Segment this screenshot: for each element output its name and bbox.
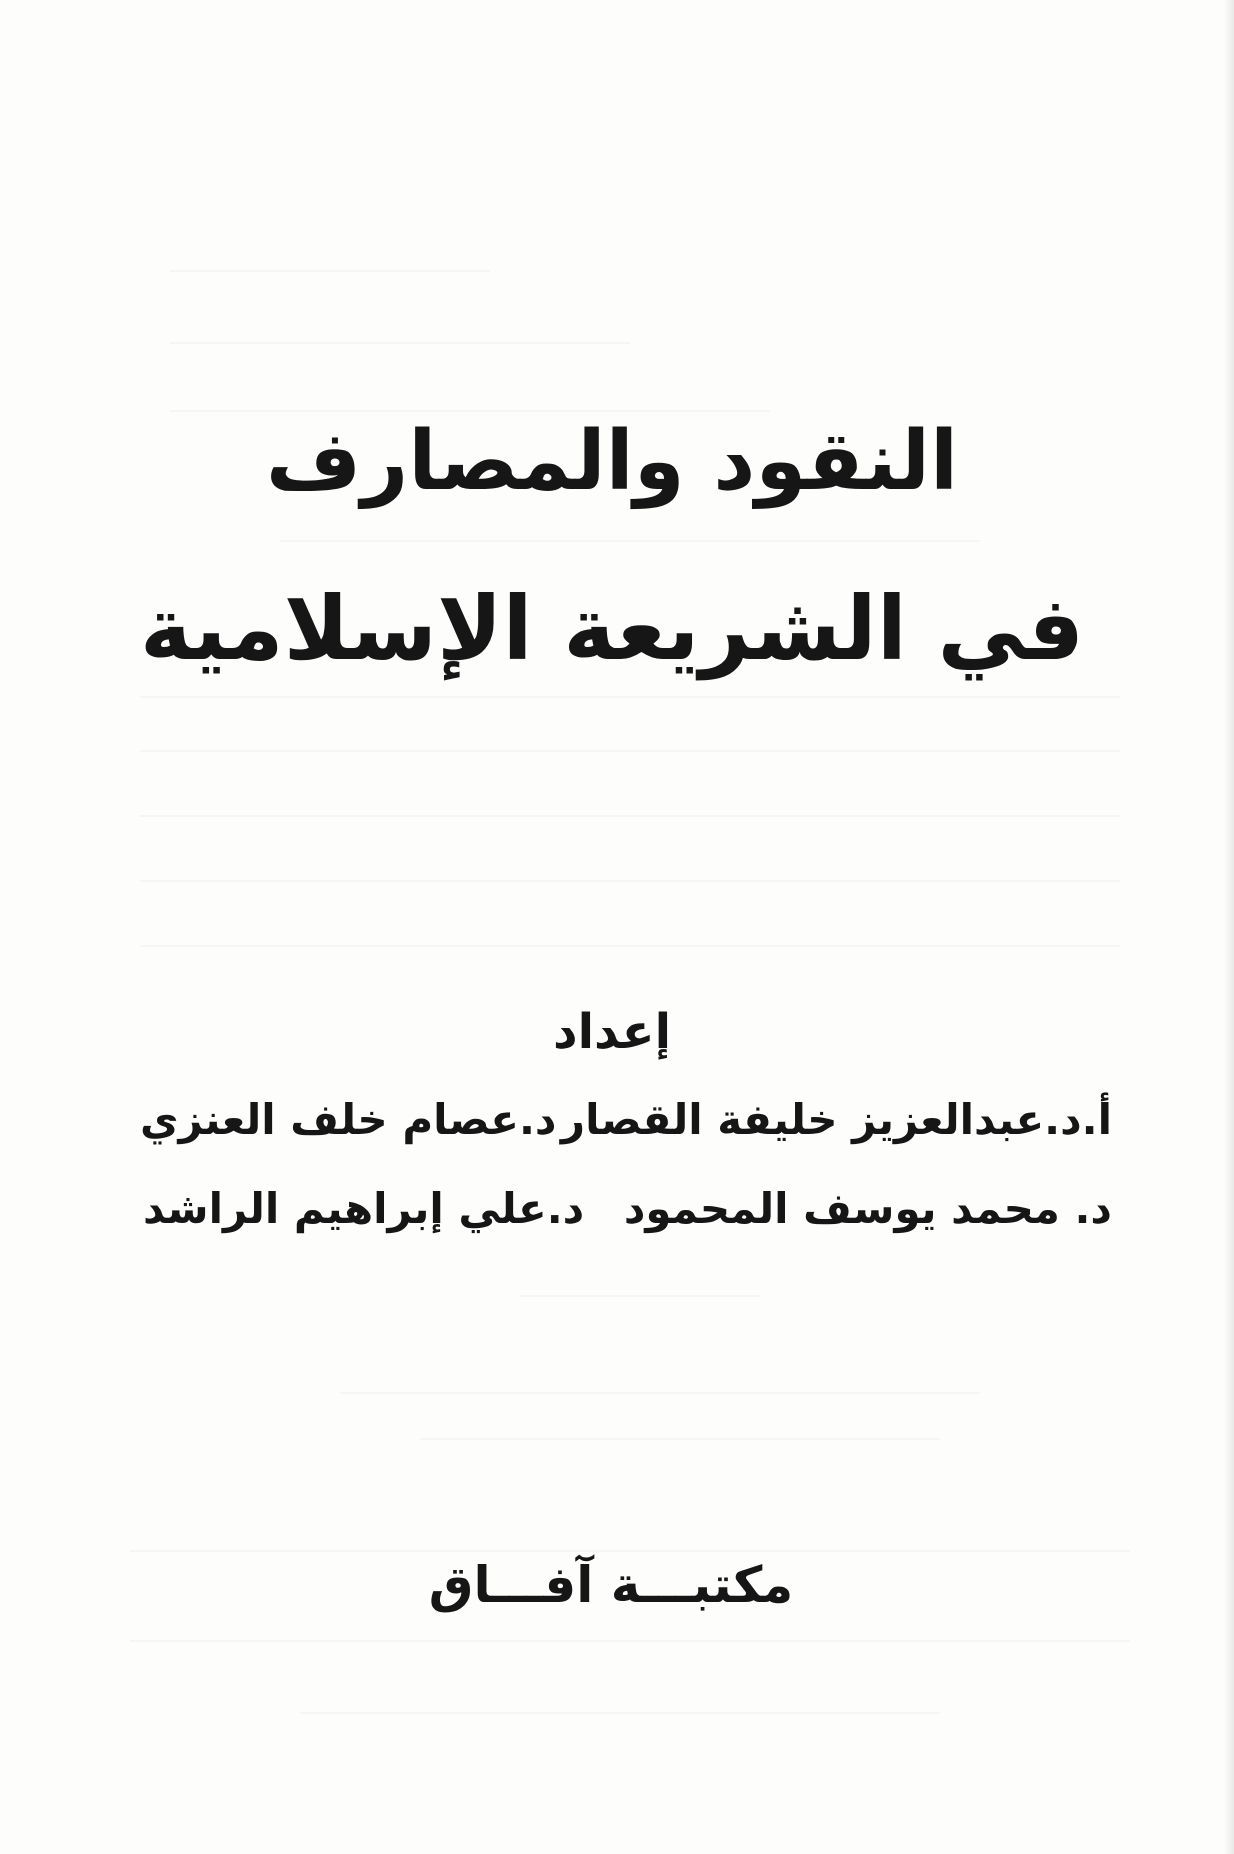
show-through-line: [340, 1392, 980, 1394]
show-through-line: [170, 342, 630, 344]
show-through-line: [170, 270, 490, 272]
show-through-line: [130, 1640, 1130, 1642]
show-through-line: [300, 1712, 940, 1714]
show-through-line: [140, 750, 1120, 752]
show-through-line: [130, 1550, 1130, 1552]
publisher-name: مكتبـــة آفـــاق: [428, 1556, 794, 1614]
show-through-line: [420, 1438, 940, 1440]
show-through-line: [140, 945, 1120, 947]
show-through-line: [520, 1295, 760, 1297]
show-through-line: [140, 696, 1120, 698]
show-through-line: [140, 815, 1120, 817]
author-3: د. محمد يوسف المحمود: [623, 1184, 1112, 1233]
show-through-line: [140, 880, 1120, 882]
prepared-by-label: إعداد: [552, 1004, 672, 1060]
author-4: د.علي إبراهيم الراشد: [143, 1184, 585, 1233]
author-2: د.عصام خلف العنزي: [140, 1095, 557, 1144]
title-line-1: النقود والمصارف: [265, 414, 959, 509]
author-1: أ.د.عبدالعزيز خليفة القصار: [560, 1095, 1112, 1144]
show-through-line: [280, 540, 980, 542]
title-line-2: في الشريعة الإسلامية: [139, 577, 1085, 680]
